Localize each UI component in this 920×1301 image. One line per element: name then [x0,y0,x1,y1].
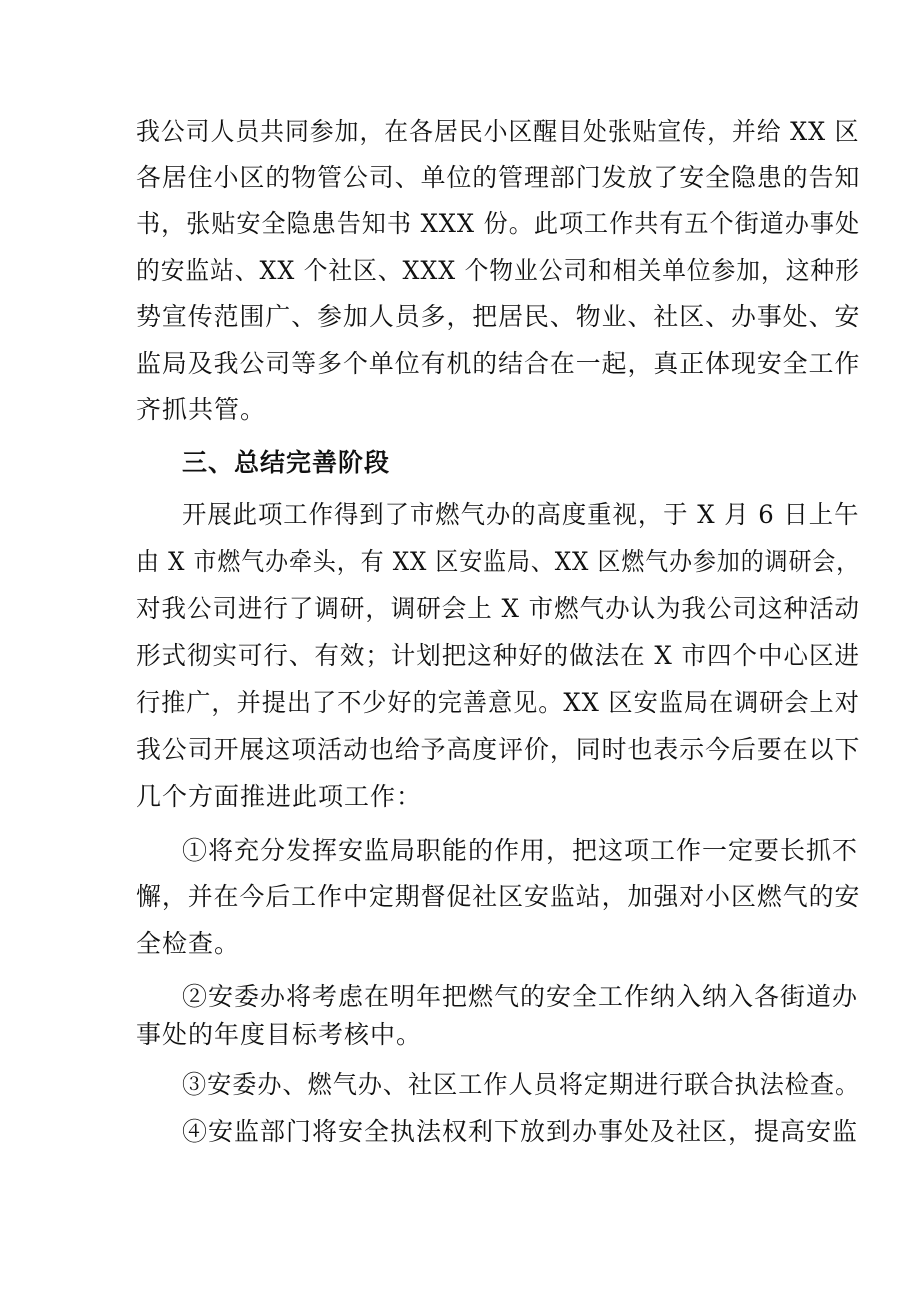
paragraph-1-line-7: 齐抓共管。 [136,395,267,424]
paragraph-1-line-6: 监局及我公司等多个单位有机的结合在一起，真正体现安全工作 [136,349,861,378]
paragraph-1-line-5: 势宣传范围广、参加人员多，把居民、物业、社区、办事处、安 [136,302,861,331]
item-4-line-1: ④安监部门将安全执法权利下放到办事处及社区，提高安监 [182,1117,859,1146]
item-1-line-3: 全检查。 [136,929,241,958]
paragraph-2-line-1: 开展此项工作得到了市燃气办的高度重视，于 X 月 6 日上午 [182,500,860,529]
item-2-line-1: ②安委办将考虑在明年把燃气的安全工作纳入纳入各街道办 [182,982,859,1011]
paragraph-2-line-7: 几个方面推进此项工作： [136,782,423,811]
paragraph-2-line-3: 对我公司进行了调研，调研会上 X 市燃气办认为我公司这种活动 [136,594,860,623]
paragraph-2-line-2: 由 X 市燃气办牵头，有 XX 区安监局、XX 区燃气办参加的调研会， [136,547,861,576]
paragraph-1-line-4: 的安监站、XX 个社区、XXX 个物业公司和相关单位参加，这种形 [136,256,860,285]
paragraph-1-line-2: 各居住小区的物管公司、单位的管理部门发放了安全隐患的告知 [136,163,861,192]
paragraph-2-line-5: 行推广，并提出了不少好的完善意见。XX 区安监局在调研会上对 [136,688,860,717]
item-1-line-2: 懈，并在今后工作中定期督促社区安监站，加强对小区燃气的安 [136,882,861,911]
section-heading: 三、总结完善阶段 [182,448,391,477]
paragraph-2-line-6: 我公司开展这项活动也给予高度评价，同时也表示今后要在以下 [136,735,861,764]
paragraph-2-line-4: 形式彻实可行、有效；计划把这种好的做法在 X 市四个中心区进 [136,641,860,670]
item-3-line-1: ③安委办、燃气办、社区工作人员将定期进行联合执法检查。 [182,1070,861,1099]
paragraph-1-line-3: 书，张贴安全隐患告知书 XXX 份。此项工作共有五个街道办事处 [136,209,861,238]
paragraph-1-line-1: 我公司人员共同参加，在各居民小区醒目处张贴宣传，并给 XX 区 [136,117,860,146]
item-2-line-2: 事处的年度目标考核中。 [136,1020,423,1049]
item-1-line-1: ①将充分发挥安监局职能的作用，把这项工作一定要长抓不 [182,836,859,865]
